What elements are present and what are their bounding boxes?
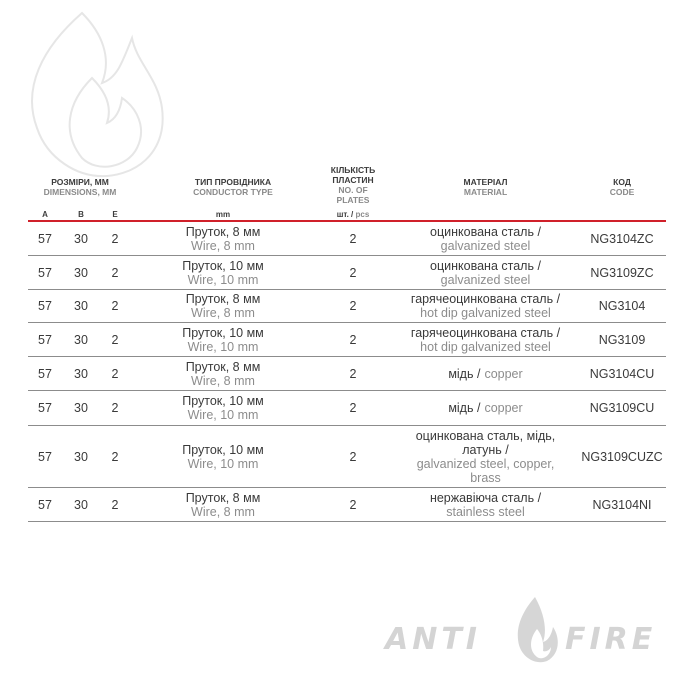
code-en-label: CODE xyxy=(609,187,635,197)
cell-plates: 2 xyxy=(349,332,357,347)
cell-conductor xyxy=(168,357,278,390)
dimensions-header xyxy=(28,177,132,197)
cell-conductor xyxy=(168,256,278,289)
cell-conductor xyxy=(168,222,278,255)
conductor-unit-label: mm xyxy=(215,210,231,219)
dim-a-label: A xyxy=(42,210,48,219)
cell-code: NG3104ZC xyxy=(590,231,654,246)
cell-a: 57 xyxy=(38,332,52,347)
cell-code: NG3109CU xyxy=(589,401,655,415)
cell-plates: 2 xyxy=(349,265,357,280)
cell-material xyxy=(403,222,568,255)
conductor-ua: Пруток, 8 мм xyxy=(185,292,261,306)
cell-b: 30 xyxy=(74,497,88,512)
material-ua: оцинкована сталь / xyxy=(430,258,541,273)
material-en: copper xyxy=(484,366,523,381)
plates-en-label-1: NO. OF xyxy=(338,185,368,195)
material-ua: оцинкована сталь / xyxy=(430,224,541,239)
conductor-ua: Пруток, 10 мм xyxy=(182,258,264,273)
cell-b: 30 xyxy=(74,265,88,280)
cell-a: 57 xyxy=(38,449,52,464)
cell-plates: 2 xyxy=(349,497,357,512)
cell-plates: 2 xyxy=(349,299,357,313)
cell-a: 57 xyxy=(38,231,52,246)
cell-b: 30 xyxy=(74,299,88,313)
conductor-en: Wire, 10 mm xyxy=(187,272,259,287)
conductor-header xyxy=(168,177,298,197)
dim-b-label: B xyxy=(78,210,84,219)
cell-code: NG3104CU xyxy=(589,366,655,381)
table-row xyxy=(28,222,666,256)
cell-b: 30 xyxy=(74,401,88,415)
plates-unit-label xyxy=(318,210,388,219)
conductor-ua: Пруток, 10 мм xyxy=(182,394,264,408)
material-en-label: MATERIAL xyxy=(463,187,508,197)
cell-material xyxy=(403,290,568,322)
cell-e: 2 xyxy=(111,401,119,415)
cell-a: 57 xyxy=(38,265,52,280)
code-header xyxy=(578,177,666,197)
plates-unit-ua: шт. / xyxy=(336,210,354,219)
conductor-en: Wire, 10 mm xyxy=(187,408,259,422)
cell-conductor xyxy=(168,488,278,521)
material-header xyxy=(403,177,568,197)
cell-a: 57 xyxy=(38,299,52,313)
cell-b: 30 xyxy=(74,366,88,381)
material-ua: гарячеоцинкована сталь / xyxy=(410,325,561,340)
dimensions-ua-label: РОЗМІРИ, ММ xyxy=(51,177,109,187)
cell-plates: 2 xyxy=(349,366,357,381)
cell-b: 30 xyxy=(74,449,88,464)
table-row xyxy=(28,357,666,391)
conductor-en: Wire, 8 mm xyxy=(191,504,255,519)
logo-text-anti: ANTI xyxy=(385,622,481,657)
code-ua-label: КОД xyxy=(613,177,631,187)
conductor-ua: Пруток, 8 мм xyxy=(185,359,261,374)
cell-e: 2 xyxy=(111,449,119,464)
cell-material xyxy=(403,391,568,425)
cell-code: NG3104NI xyxy=(592,497,652,512)
cell-a: 57 xyxy=(38,401,52,415)
cell-code: NG3109CUZC xyxy=(581,449,663,464)
dim-e-label: E xyxy=(112,210,118,219)
table-row xyxy=(28,290,666,323)
table-row xyxy=(28,391,666,426)
cell-e: 2 xyxy=(111,265,119,280)
cell-e: 2 xyxy=(111,366,119,381)
table-row xyxy=(28,323,666,357)
cell-conductor xyxy=(168,290,278,322)
product-table xyxy=(28,162,666,522)
dimensions-en-label: DIMENSIONS, MM xyxy=(43,187,117,197)
table-row xyxy=(28,256,666,290)
plates-ua-label-1: КІЛЬКІСТЬ xyxy=(330,165,376,175)
flame-icon xyxy=(513,595,561,667)
cell-e: 2 xyxy=(111,231,119,246)
conductor-ua: Пруток, 10 мм xyxy=(182,442,264,457)
material-ua: мідь / xyxy=(448,401,481,415)
table-header xyxy=(28,162,666,220)
flame-watermark-icon xyxy=(22,8,172,183)
cell-plates: 2 xyxy=(349,231,357,246)
material-ua: мідь / xyxy=(448,366,481,381)
plates-ua-label-2: ПЛАСТИН xyxy=(332,175,374,185)
cell-material xyxy=(403,256,568,289)
plates-unit-en: pcs xyxy=(355,210,370,219)
cell-material xyxy=(403,357,568,390)
cell-plates: 2 xyxy=(349,449,357,464)
plates-en-label-2: PLATES xyxy=(336,195,370,205)
material-en: hot dip galvanized steel xyxy=(420,339,551,354)
material-ua: гарячеоцинкована сталь / xyxy=(410,292,561,306)
cell-conductor xyxy=(168,391,278,425)
cell-e: 2 xyxy=(111,497,119,512)
material-ua-line-2: латунь / xyxy=(462,442,509,457)
cell-code: NG3109ZC xyxy=(590,265,654,280)
plates-header xyxy=(318,165,388,205)
material-en-line-2: brass xyxy=(470,470,501,485)
cell-material xyxy=(403,488,568,521)
conductor-en: Wire, 10 mm xyxy=(187,456,259,471)
material-en: galvanized steel xyxy=(440,272,531,287)
cell-b: 30 xyxy=(74,332,88,347)
cell-e: 2 xyxy=(111,332,119,347)
conductor-ua: Пруток, 10 мм xyxy=(182,325,264,340)
material-en: stainless steel xyxy=(446,504,525,519)
material-en: galvanized steel xyxy=(440,238,531,253)
conductor-en: Wire, 8 mm xyxy=(191,373,255,388)
conductor-en: Wire, 10 mm xyxy=(187,339,259,354)
cell-e: 2 xyxy=(111,299,119,313)
table-row xyxy=(28,488,666,522)
conductor-en-label: CONDUCTOR TYPE xyxy=(193,187,273,197)
cell-code: NG3109 xyxy=(598,332,646,347)
conductor-ua: Пруток, 8 мм xyxy=(185,490,261,505)
cell-material xyxy=(403,426,568,487)
conductor-ua: Пруток, 8 мм xyxy=(185,224,261,239)
cell-conductor xyxy=(168,323,278,356)
cell-a: 57 xyxy=(38,366,52,381)
material-ua-label: МАТЕРІАЛ xyxy=(463,177,508,187)
cell-b: 30 xyxy=(74,231,88,246)
conductor-ua-label: ТИП ПРОВІДНИКА xyxy=(194,177,272,187)
material-ua-line-1: оцинкована сталь, мідь, xyxy=(415,428,556,443)
material-en-line-1: galvanized steel, copper, xyxy=(416,456,555,471)
cell-material xyxy=(403,323,568,356)
table-row xyxy=(28,426,666,488)
cell-a: 57 xyxy=(38,497,52,512)
material-en: hot dip galvanized steel xyxy=(420,306,551,320)
logo-text-fire: FIRE xyxy=(565,622,657,657)
material-ua: нержавіюча сталь / xyxy=(429,490,542,505)
cell-conductor xyxy=(168,426,278,487)
cell-plates: 2 xyxy=(349,401,357,415)
conductor-en: Wire, 8 mm xyxy=(191,238,255,253)
material-en: copper xyxy=(484,401,523,415)
conductor-en: Wire, 8 mm xyxy=(191,306,255,320)
cell-code: NG3104 xyxy=(598,299,646,313)
